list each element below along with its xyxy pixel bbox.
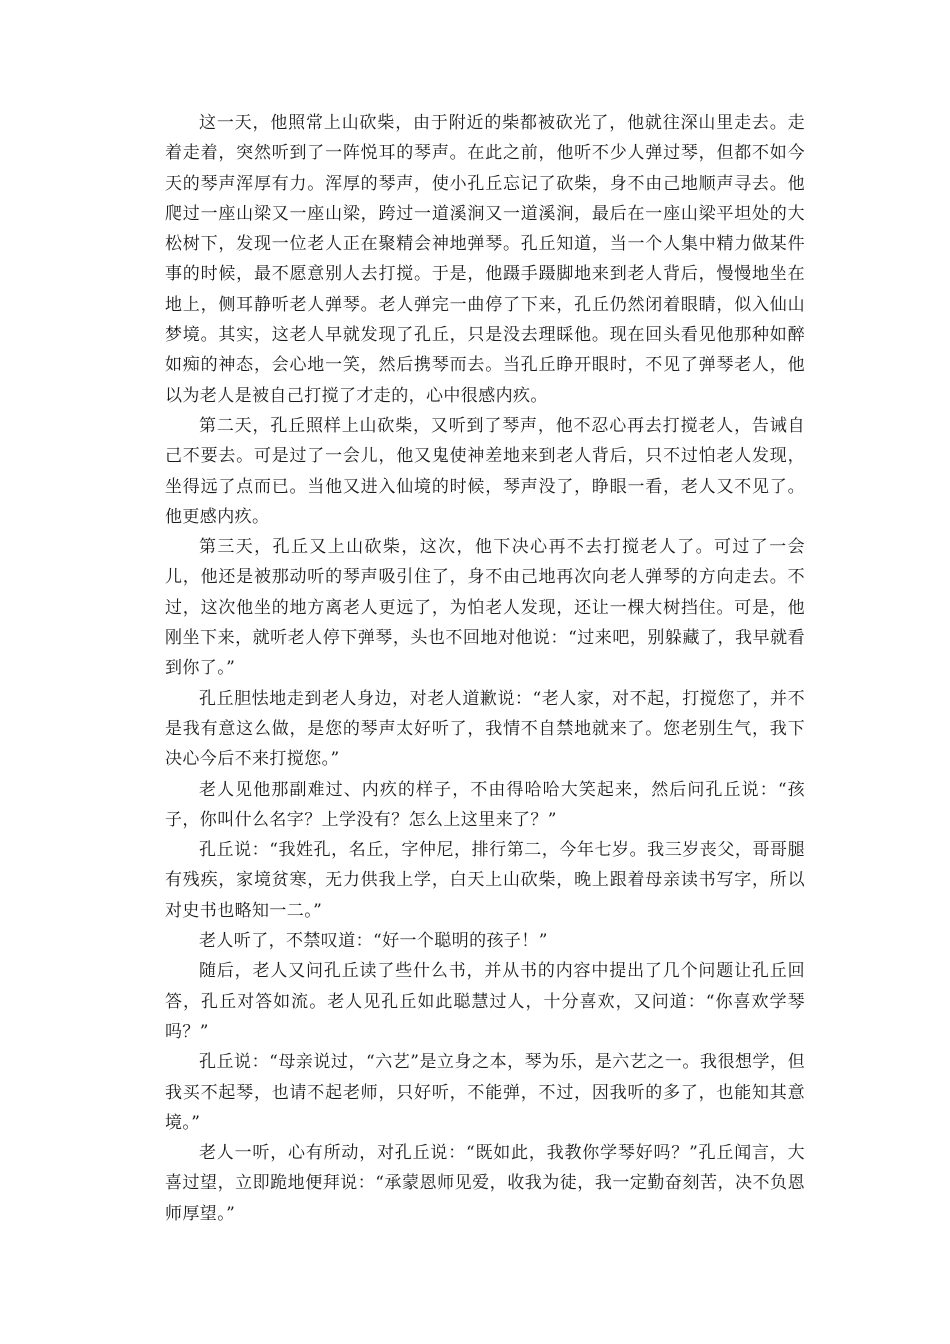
paragraph-5: 老人见他那副难过、内疚的样子，不由得哈哈大笑起来，然后问孔丘说：“孩子，你叫什么名字？上学没有？怎么上这里来了？” [165,779,805,830]
paragraph-9: 孔丘说：“母亲说过，“六艺”是立身之本，琴为乐，是六艺之一。我很想学，但我买不起琴，也请不起老师，只好听，不能弹，不过，因我听的多了，也能知其意境。” [165,1052,805,1133]
paragraph-3: 第三天，孔丘又上山砍柴，这次，他下决心再不去打搅老人了。可过了一会儿，他还是被那动听的琴声吸引住了，身不由己地再次向老人弹琴的方向走去。不过，这次他坐的地方离老人更远了，为怕老人发现，还让一棵大树挡住。可是，他刚坐下来，就听老人停下弹琴，头也不回地对他说：“过来吧，别躲藏了，我早就看到你了。” [165,537,805,679]
paragraph-6: 孔丘说：“我姓孔，名丘，字仲尼，排行第二，今年七岁。我三岁丧父，哥哥腿有残疾，家境贫寒，无力供我上学，白天上山砍柴，晚上跟着母亲读书写字，所以对史书也略知一二。” [165,840,805,921]
paragraph-2: 第二天，孔丘照样上山砍柴，又听到了琴声，他不忍心再去打搅老人，告诫自己不要去。可是过了一会儿，他又鬼使神差地来到老人背后，只不过怕老人发现，坐得远了点而已。当他又进入仙境的时候，琴声没了，睁眼一看，老人又不见了。他更感内疚。 [165,415,805,527]
document-body [165,108,805,1229]
paragraph-10: 老人一听，心有所动，对孔丘说：“既如此，我教你学琴好吗？”孔丘闻言，大喜过望，立即跪地便拜说：“承蒙恩师见爱，收我为徒，我一定勤奋刻苦，决不负恩师厚望。” [165,1143,805,1224]
paragraph-4: 孔丘胆怯地走到老人身边，对老人道歉说：“老人家，对不起，打搅您了，并不是我有意这么做，是您的琴声太好听了，我情不自禁地就来了。您老别生气，我下决心今后不来打搅您。” [165,688,805,770]
paragraph-1: 这一天，他照常上山砍柴，由于附近的柴都被砍光了，他就往深山里走去。走着走着，突然听到了一阵悦耳的琴声。在此之前，他听不少人弹过琴，但都不如今天的琴声浑厚有力。浑厚的琴声，使小孔丘忘记了砍柴，身不由己地顺声寻去。他爬过一座山梁又一座山梁，跨过一道溪涧又一道溪涧，最后在一座山梁平坦处的大松树下，发现一位老人正在聚精会神地弹琴。孔丘知道，当一个人集中精力做某件事的时候，最不愿意别人去打搅。于是，他蹑手蹑脚地来到老人背后，慢慢地坐在地上，侧耳静听老人弹琴。老人弹完一曲停了下来，孔丘仍然闭着眼睛，似入仙山梦境。其实，这老人早就发现了孔丘，只是没去理睬他。现在回头看见他那种如醉如痴的神态，会心地一笑，然后携琴而去。当孔丘睁开眼时，不见了弹琴老人，他以为老人是被自己打搅了才走的，心中很感内疚。 [165,113,805,406]
paragraph-8: 随后，老人又问孔丘读了些什么书，并从书的内容中提出了几个问题让孔丘回答，孔丘对答如流。老人见孔丘如此聪慧过人，十分喜欢，又问道：“你喜欢学琴吗？” [165,961,805,1042]
paragraph-7: 老人听了，不禁叹道：“好一个聪明的孩子！” [199,931,548,952]
